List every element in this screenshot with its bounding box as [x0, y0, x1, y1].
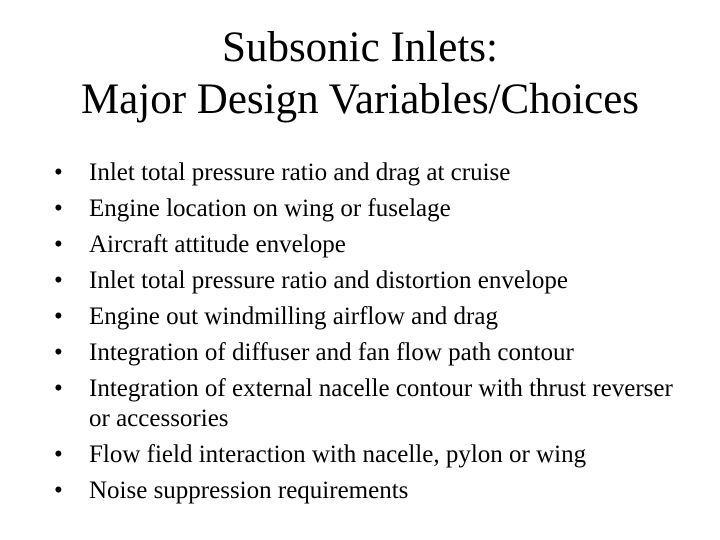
bullet-item	[54, 194, 694, 230]
bullet-text: Integration of external nacelle contour with thrust reverser or accessories	[89, 375, 673, 432]
slide-title-line-2: Major Design Variables/Choices	[80, 76, 640, 123]
bullet-text: Aircraft attitude envelope	[89, 231, 346, 258]
slide-title	[0, 22, 720, 126]
bullet-icon: •	[54, 303, 63, 330]
bullet-text: Flow field interaction with nacelle, pylon or wing	[89, 441, 587, 468]
bullet-text: Inlet total pressure ratio and distortion envelope	[89, 267, 569, 294]
bullet-list	[54, 158, 694, 512]
bullet-item	[54, 266, 694, 302]
slide-title-line-1: Subsonic Inlets:	[222, 24, 498, 71]
bullet-item	[54, 302, 694, 338]
bullet-item	[54, 440, 694, 476]
bullet-text: Inlet total pressure ratio and drag at cruise	[89, 159, 511, 186]
bullet-item	[54, 374, 694, 440]
bullet-icon: •	[54, 267, 63, 294]
bullet-icon: •	[54, 339, 63, 366]
bullet-icon: •	[54, 477, 63, 504]
bullet-item	[54, 230, 694, 266]
bullet-text: Integration of diffuser and fan flow path contour	[89, 339, 574, 366]
bullet-text: Engine location on wing or fuselage	[89, 195, 451, 222]
bullet-item	[54, 158, 694, 194]
bullet-item	[54, 338, 694, 374]
bullet-text: Engine out windmilling airflow and drag	[89, 303, 498, 330]
bullet-icon: •	[54, 441, 63, 468]
bullet-icon: •	[54, 231, 63, 258]
bullet-icon: •	[54, 375, 63, 402]
bullet-icon: •	[54, 195, 63, 222]
bullet-item	[54, 476, 694, 512]
bullet-text: Noise suppression requirements	[89, 477, 409, 504]
bullet-icon: •	[54, 159, 63, 186]
